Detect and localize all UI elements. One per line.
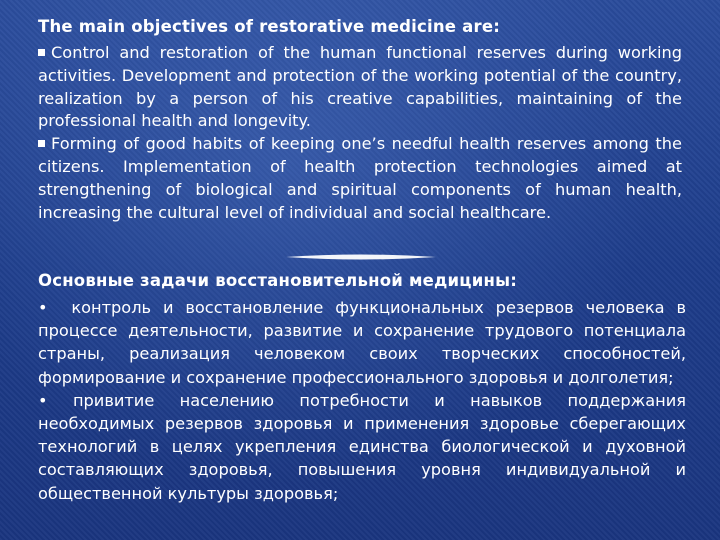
bullet-marker: • (38, 390, 48, 410)
english-bullet (38, 42, 682, 133)
russian-bullet (38, 296, 686, 389)
russian-bullet-text: контроль и восстановление функциональных резервов человека в процессе деятельности, развитие и сохранение трудового потенциала страны, реализация человеком своих творческих способностей, формирование и сохранение профессионального здоровья и долголетия; (38, 298, 686, 387)
english-section (38, 12, 682, 224)
russian-bullet-text: привитие населению потребности и навыков поддержания необходимых резервов здоровья и применения здоровье сберегающих технологий в целях укрепления единства биологической и духовной составляющих здоровья, повышения уровня индивидуальной и общественной культуры здоровья; (38, 390, 686, 503)
square-bullet-icon (38, 140, 45, 147)
russian-heading: Основные задачи восстановительной медицины: (38, 271, 518, 290)
english-bullet-text: Forming of good habits of keeping one’s needful health reserves among the citizens. Implementation of health protection technologies aimed at strengthening of biological and spiritual components of human health, increasing the cultural level of individual and social healthcare. (38, 134, 682, 222)
russian-bullet (38, 389, 686, 505)
english-heading: The main objectives of restorative medicine are: (38, 17, 501, 36)
bullet-marker: • (38, 298, 48, 317)
english-bullet (38, 133, 682, 224)
english-bullet-text: Control and restoration of the human functional reserves during working activities. Development and protection of the working potential of the country, realization by a person of his creative capabilities, maintaining of the professional health and longevity. (38, 43, 682, 131)
russian-section (38, 266, 686, 505)
ornament-divider (286, 253, 436, 261)
square-bullet-icon (38, 49, 45, 56)
